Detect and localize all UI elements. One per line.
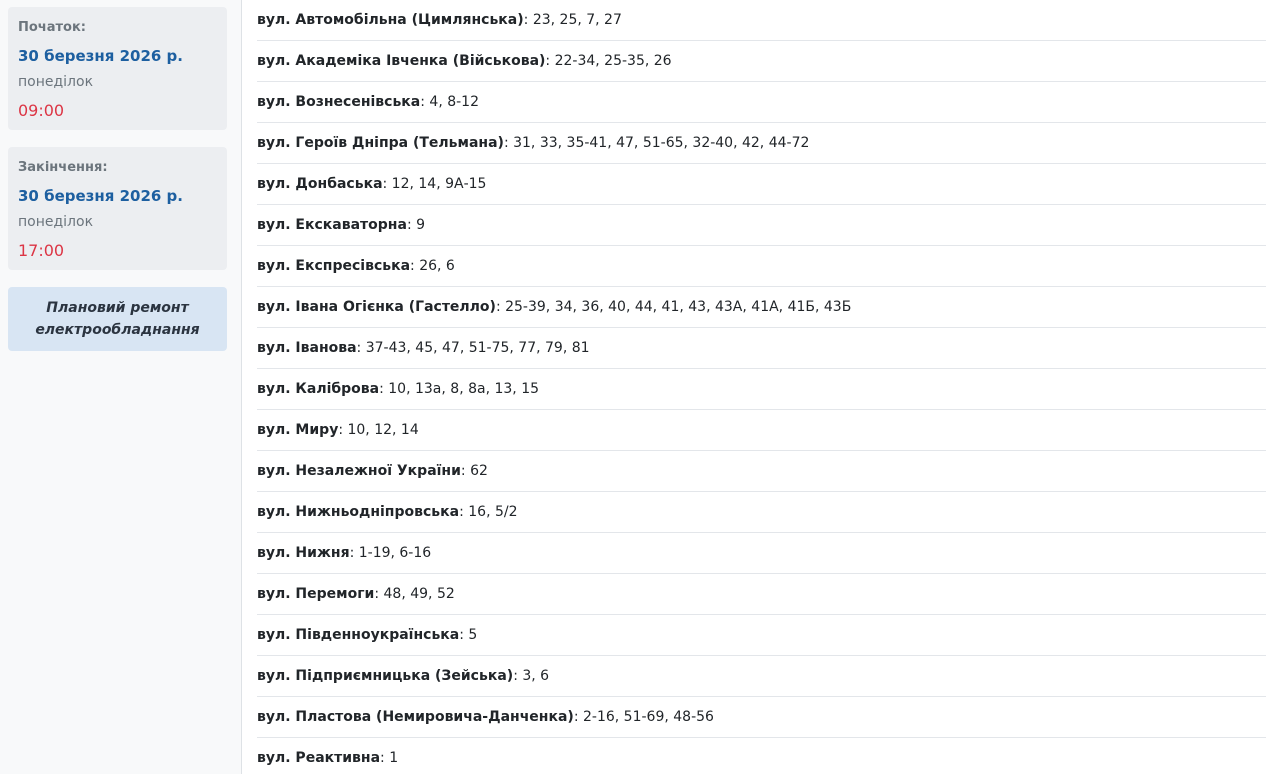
schedule-sidebar [0,0,242,774]
house-numbers: : 5 [459,627,478,643]
street-row [257,738,1266,774]
house-numbers: : 25-39, 34, 36, 40, 44, 41, 43, 43А, 41А, 41Б, 43Б [495,299,852,315]
start-label: Початок: [18,20,86,35]
start-time: 09:00 [18,101,65,120]
street-row [257,82,1266,123]
street-row [257,410,1266,451]
street-name: вул. Перемоги [257,586,375,602]
street-row [257,164,1266,205]
street-name: вул. Іванова [257,340,357,356]
street-row [257,369,1266,410]
street-row [257,328,1266,369]
outage-reason: Плановий ремонт електрообладнання [8,287,227,351]
street-name: вул. Реактивна [257,750,381,766]
house-numbers: : 1 [380,750,399,766]
street-row [257,533,1266,574]
house-numbers: : 16, 5/2 [459,504,518,520]
street-name: вул. Донбаська [257,176,383,192]
house-numbers: : 2-16, 51-69, 48-56 [573,709,714,725]
end-date: 30 березня 2026 р. [18,187,183,205]
house-numbers: : 31, 33, 35-41, 47, 51-65, 32-40, 42, 44-72 [503,135,810,151]
end-label: Закінчення: [18,160,108,175]
street-name: вул. Пластова (Немировича-Данченка) [257,709,574,725]
street-name: вул. Автомобільна (Цимлянська) [257,12,524,28]
end-time-card [8,147,227,270]
street-name: вул. Івана Огієнка (Гастелло) [257,299,496,315]
house-numbers: : 22-34, 25-35, 26 [545,53,672,69]
street-name: вул. Незалежної України [257,463,461,479]
street-name: вул. Південноукраїнська [257,627,460,643]
street-row [257,615,1266,656]
house-numbers: : 1-19, 6-16 [349,545,432,561]
house-numbers: : 26, 6 [410,258,455,274]
street-name: вул. Каліброва [257,381,380,397]
house-numbers: : 9 [406,217,426,233]
street-name: вул. Вознесенівська [257,94,421,110]
street-row [257,205,1266,246]
street-name: вул. Миру [257,422,339,438]
street-name: вул. Експресівська [257,258,411,274]
street-list [242,0,1266,774]
street-row [257,697,1266,738]
street-name: вул. Нижньодніпровська [257,504,460,520]
end-time: 17:00 [18,241,65,260]
street-row [257,451,1266,492]
house-numbers: : 37-43, 45, 47, 51-75, 77, 79, 81 [356,340,590,356]
end-weekday: понеділок [18,214,94,230]
street-row [257,0,1266,41]
street-name: вул. Героїв Дніпра (Тельмана) [257,135,504,151]
house-numbers: : 10, 12, 14 [338,422,419,438]
street-name: вул. Нижня [257,545,350,561]
street-row [257,574,1266,615]
street-name: вул. Підприємницька (Зейська) [257,668,514,684]
house-numbers: : 4, 8-12 [420,94,479,110]
start-date: 30 березня 2026 р. [18,47,183,65]
start-weekday: понеділок [18,74,94,90]
house-numbers: : 62 [460,463,488,479]
street-name: вул. Академіка Івченка (Військова) [257,53,546,69]
house-numbers: : 10, 13а, 8, 8а, 13, 15 [379,381,540,397]
street-row [257,246,1266,287]
street-row [257,41,1266,82]
house-numbers: : 23, 25, 7, 27 [523,12,622,28]
start-time-card [8,7,227,130]
street-row [257,123,1266,164]
street-row [257,656,1266,697]
street-name: вул. Екскаваторна [257,217,407,233]
house-numbers: : 3, 6 [513,668,550,684]
street-row [257,492,1266,533]
house-numbers: : 12, 14, 9А-15 [382,176,487,192]
house-numbers: : 48, 49, 52 [374,586,455,602]
street-row [257,287,1266,328]
